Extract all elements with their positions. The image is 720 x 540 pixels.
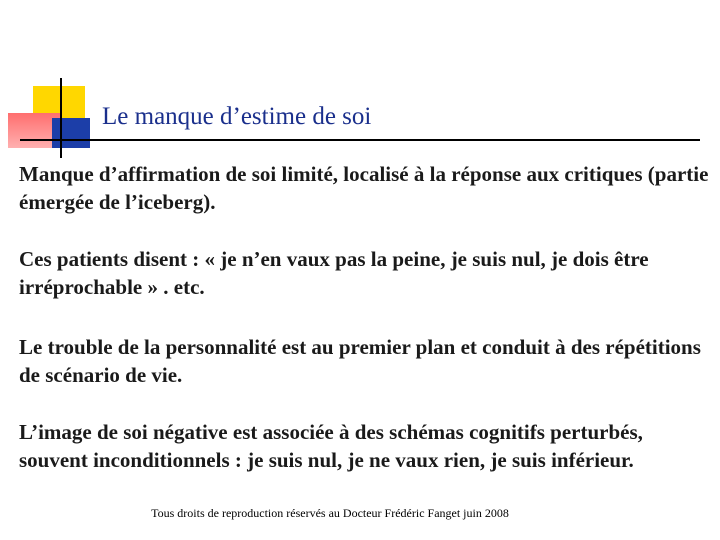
paragraph-2: Ces patients disent : « je n’en vaux pas la peine, je suis nul, je dois être irréprochable » . etc. [19,247,649,299]
paragraph-1: Manque d’affirmation de soi limité, localisé à la réponse aux critiques (partie émergée de l’iceberg). [19,162,709,214]
slide-title: Le manque d’estime de soi [102,103,372,130]
title-divider [20,139,700,141]
paragraph-4: L’image de soi négative est associée à des schémas cognitifs perturbés, souvent inconditionnels : je suis nul, je ne vaux rien, je suis inférieur. [19,420,643,472]
logo-vertical-line [60,78,62,158]
slide-logo-decoration [0,0,120,170]
copyright-footer: Tous droits de reproduction réservés au Docteur Frédéric Fanget juin 2008 [151,506,509,520]
paragraph-3: Le trouble de la personnalité est au premier plan et conduit à des répétitions de scénario de vie. [19,335,701,387]
logo-blue-square [52,118,90,148]
